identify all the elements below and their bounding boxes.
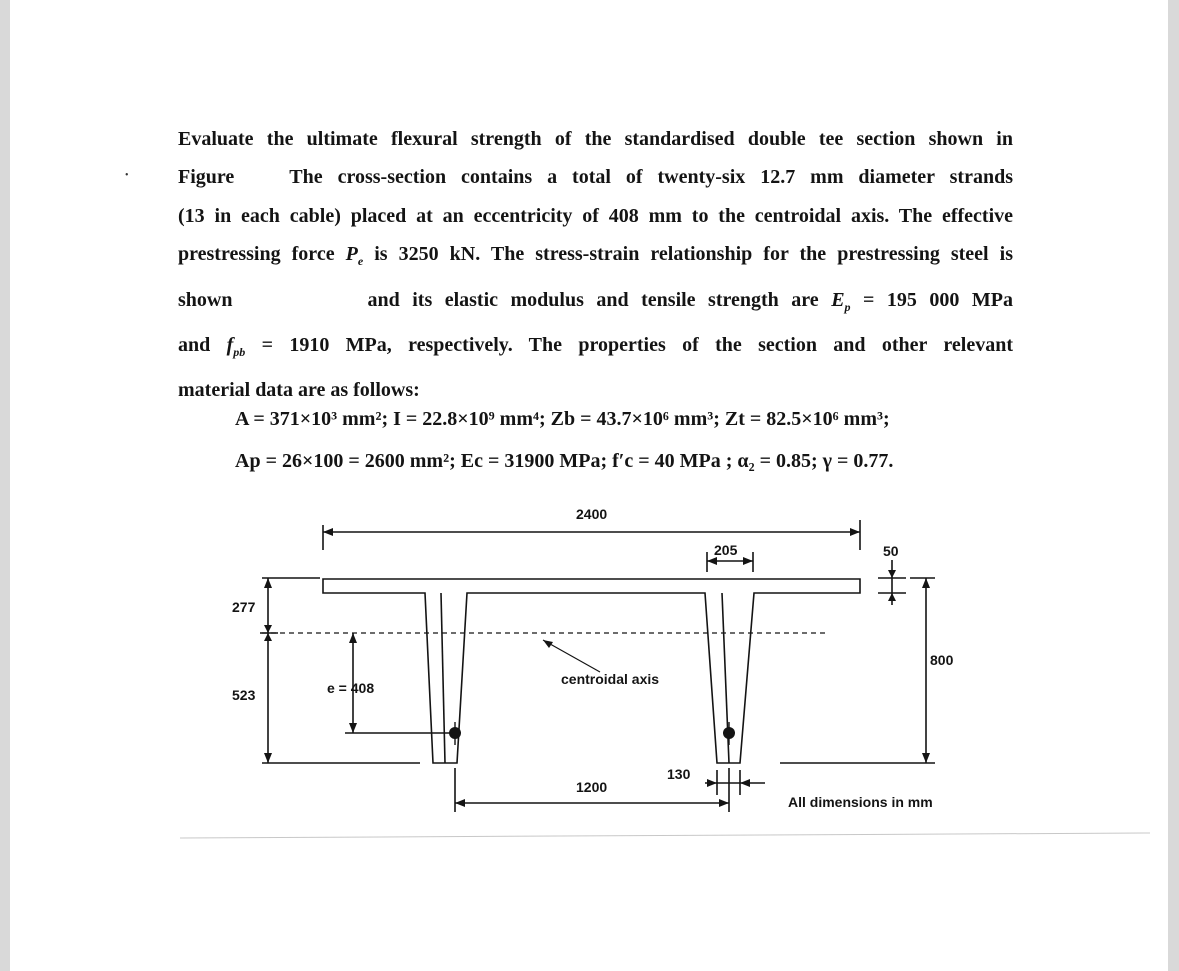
dim-total-depth: 800 bbox=[930, 652, 954, 668]
page-rule bbox=[180, 833, 1150, 838]
eccentricity-label: e = 408 bbox=[327, 680, 375, 696]
problem-line-4: prestressing force $P_e$ is 3250 kN. The stress-strain relationship for the prestressing steel is bbox=[178, 243, 1014, 269]
units-note: All dimensions in mm bbox=[788, 794, 933, 810]
dim-overall-width: 2400 bbox=[576, 506, 608, 522]
problem-line-3: (13 in each cable) placed at an eccentricity of 408 mm to the centroidal axis. The effective bbox=[178, 204, 1013, 227]
problem-line-7: material data are as follows: bbox=[178, 379, 420, 402]
dim-strand-spacing: 1200 bbox=[576, 779, 608, 795]
section-properties-line-2: Ap = 26×100 = 2600 mm²; Ec = 31900 MPa; f′c = 40 MPa ; α₂ = 0.85; γ = 0.77. bbox=[235, 450, 894, 472]
problem-line-1: Evaluate the ultimate flexural strength of the standardised double tee section shown in bbox=[178, 128, 1013, 150]
centroidal-axis-label: centroidal axis bbox=[561, 671, 660, 687]
dim-flange-thickness: 50 bbox=[883, 543, 899, 559]
problem-line-2: Figure The cross-section contains a total of twenty-six 12.7 mm diameter strands bbox=[178, 166, 1013, 189]
dim-web-top: 205 bbox=[714, 542, 738, 558]
problem-line-5: shown and its elastic modulus and tensile strength are $E_p = 195$ 000 MPa bbox=[178, 288, 1014, 314]
dim-web-bottom: 130 bbox=[667, 766, 691, 782]
problem-line-6: and $f_{pb} = 1910$ MPa, respectively. The properties of the section and other relevant bbox=[178, 334, 1014, 360]
section-properties-line-1: A = 371×10³ mm²; I = 22.8×10⁹ mm⁴; Zb = 43.7×10⁶ mm³; Zt = 82.5×10⁶ mm³; bbox=[235, 408, 890, 430]
dim-centroid-to-bottom: 523 bbox=[232, 687, 256, 703]
strand-group-right bbox=[723, 722, 735, 745]
margin-dot: • bbox=[125, 170, 129, 181]
dim-top-to-centroid: 277 bbox=[232, 599, 256, 615]
